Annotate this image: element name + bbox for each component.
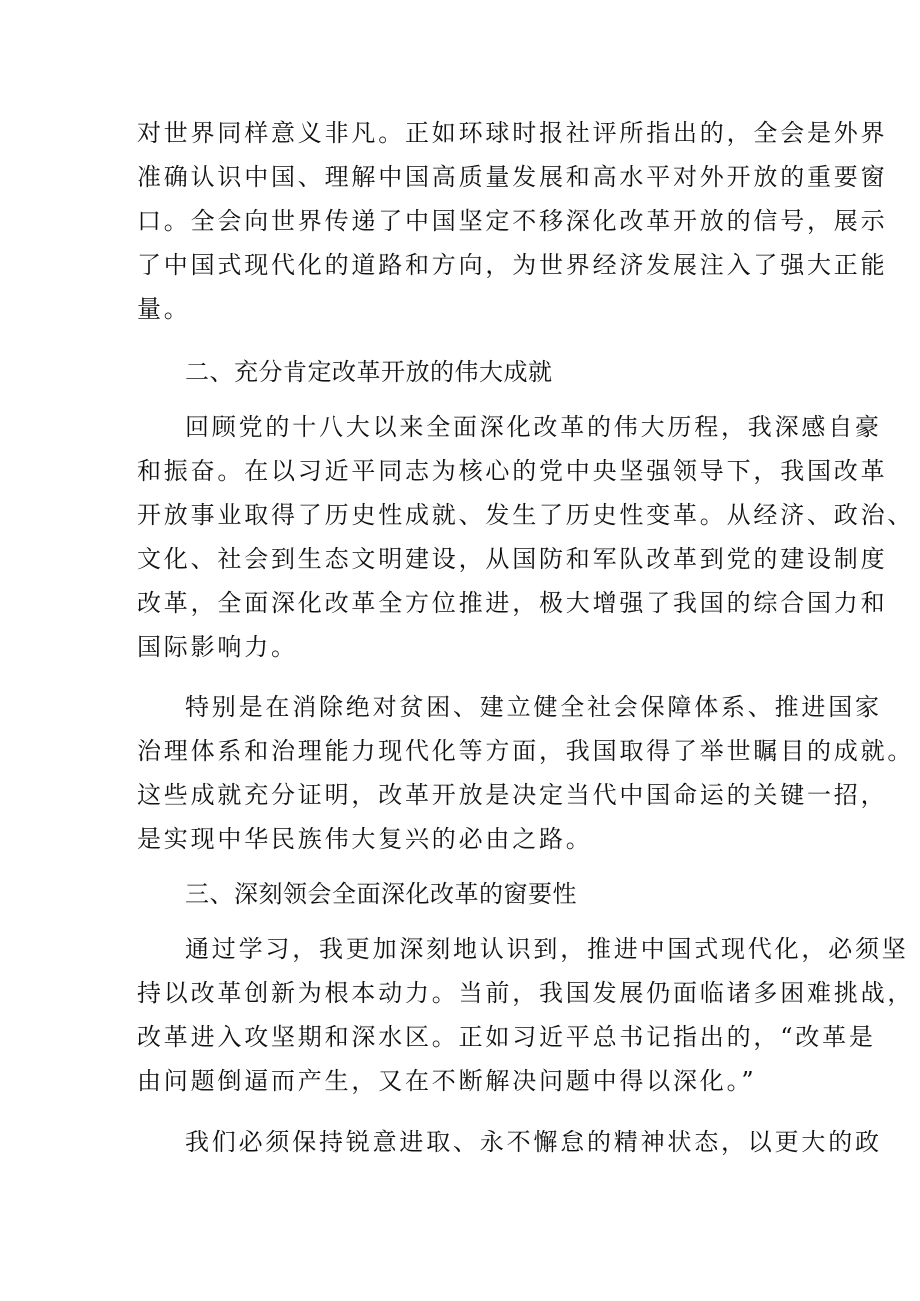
text-line: 这些成就充分证明，改革开放是决定当代中国命运的关键一招， bbox=[137, 781, 888, 809]
text-line: 回顾党的十八大以来全面深化改革的伟大历程，我深感自豪 bbox=[185, 413, 882, 441]
text-line: 文化、社会到生态文明建设，从国防和军队改革到党的建设制度 bbox=[137, 545, 888, 573]
text-line: 我们必须保持锐意进取、永不懈怠的精神状态，以更大的政 bbox=[185, 1128, 882, 1156]
text-line: 量。 bbox=[137, 295, 191, 323]
text-line: 对世界同样意义非凡。正如环球时报社评所指出的，全会是外界 bbox=[137, 119, 888, 147]
text-line: 改革进入攻坚期和深水区。正如习近平总书记指出的，“改革是 bbox=[137, 1023, 876, 1051]
section-heading-3: 三、深刻领会全面深化改革的窗要性 bbox=[185, 880, 577, 908]
text-line: 口。全会向世界传递了中国坚定不移深化改革开放的信号，展示 bbox=[137, 207, 888, 235]
text-line: 通过学习，我更加深刻地认识到，推进中国式现代化，必须坚 bbox=[185, 935, 909, 963]
text-line: 开放事业取得了历史性成就、发生了历史性变革。从经济、政治、 bbox=[137, 501, 915, 529]
text-line: 是实现中华民族伟大复兴的必由之路。 bbox=[137, 825, 593, 853]
text-line: 准确认识中国、理解中国高质量发展和高水平对外开放的重要窗 bbox=[137, 163, 888, 191]
text-line: 持以改革创新为根本动力。当前，我国发展仍面临诸多困难挑战， bbox=[137, 979, 915, 1007]
text-line: 由问题倒逼而产生，又在不断解决问题中得以深化。” bbox=[137, 1067, 757, 1095]
text-line: 特别是在消除绝对贫困、建立健全社会保障体系、推进国家 bbox=[185, 693, 882, 721]
text-line: 改革，全面深化改革全方位推进，极大增强了我国的综合国力和 bbox=[137, 589, 888, 617]
text-line: 了中国式现代化的道路和方向，为世界经济发展注入了强大正能 bbox=[137, 251, 888, 279]
text-line: 治理体系和治理能力现代化等方面，我国取得了举世瞩目的成就。 bbox=[137, 737, 915, 765]
text-line: 国际影响力。 bbox=[137, 633, 298, 661]
section-heading-2: 二、充分肯定改革开放的伟大成就 bbox=[185, 358, 553, 386]
text-line: 和振奋。在以习近平同志为核心的党中央坚强领导下，我国改革 bbox=[137, 457, 888, 485]
